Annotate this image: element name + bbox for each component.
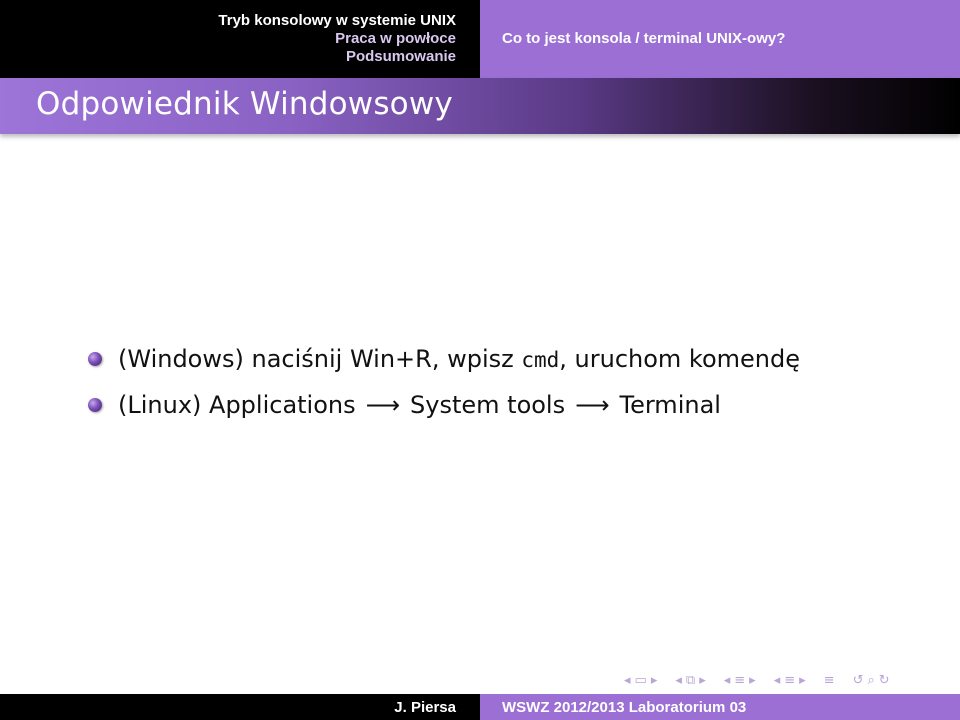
redo-icon[interactable]: ↻ (878, 672, 890, 688)
subsection-icon[interactable]: ≡ (734, 672, 746, 688)
list-item (88, 382, 948, 428)
footer-title: WSWZ 2012/2013 Laboratorium 03 (502, 698, 747, 716)
section-back-icon[interactable]: ◂ (773, 672, 781, 688)
subsection-forward-icon[interactable]: ▸ (749, 672, 756, 688)
subsection-link[interactable]: Co to jest konsola / terminal UNIX-owy? (502, 30, 786, 47)
bullet-ball-icon (88, 352, 102, 366)
footer-author: J. Piersa (394, 698, 456, 716)
section-navigation (0, 0, 480, 78)
search-icon[interactable]: ⌕ (867, 672, 875, 688)
list-item-text (118, 391, 721, 419)
section-icon[interactable]: ≡ (784, 672, 796, 688)
footer-author-box (0, 694, 480, 720)
long-right-arrow-icon: ⟶ (365, 391, 401, 419)
list-item (88, 336, 948, 382)
slide-icon[interactable]: ▭ (634, 672, 647, 688)
linux-applications-text: (Linux) Applications (118, 391, 356, 419)
list-item-text (118, 345, 800, 373)
undo-icon[interactable]: ↺ (852, 672, 864, 688)
windows-instruction-suffix: , uruchom komendę (559, 345, 801, 373)
frame-title: Odpowiednik Windowsowy (36, 86, 453, 122)
section-link-praca-w-powloce[interactable]: Praca w powłoce (335, 30, 456, 47)
frame-icon[interactable]: ⧉ (685, 672, 696, 688)
slide-back-icon[interactable]: ◂ (624, 672, 631, 688)
document-icon[interactable]: ≡ (823, 672, 835, 688)
linux-terminal-text: Terminal (619, 391, 721, 419)
beamer-navigation-symbols (624, 670, 890, 690)
bullet-list (88, 336, 948, 428)
frame-forward-icon[interactable]: ▸ (699, 672, 706, 688)
section-forward-icon[interactable]: ▸ (799, 672, 806, 688)
section-link-tryb-konsolowy[interactable]: Tryb konsolowy w systemie UNIX (218, 12, 456, 29)
frame-title-bar (0, 78, 960, 134)
code-cmd: cmd (521, 348, 560, 372)
headline-bar (0, 0, 960, 78)
subsection-back-icon[interactable]: ◂ (723, 672, 731, 688)
frame-back-icon[interactable]: ◂ (675, 672, 682, 688)
slide-forward-icon[interactable]: ▸ (650, 672, 658, 688)
footer-title-box (480, 694, 960, 720)
windows-instruction-text: (Windows) naciśnij Win+R, wpisz (118, 345, 522, 373)
long-right-arrow-icon: ⟶ (575, 391, 610, 419)
section-link-podsumowanie[interactable]: Podsumowanie (345, 48, 456, 65)
subsection-navigation (480, 0, 960, 78)
linux-system-tools-text: System tools (410, 391, 566, 419)
bullet-ball-icon (88, 398, 102, 412)
footer-bar (0, 694, 960, 720)
